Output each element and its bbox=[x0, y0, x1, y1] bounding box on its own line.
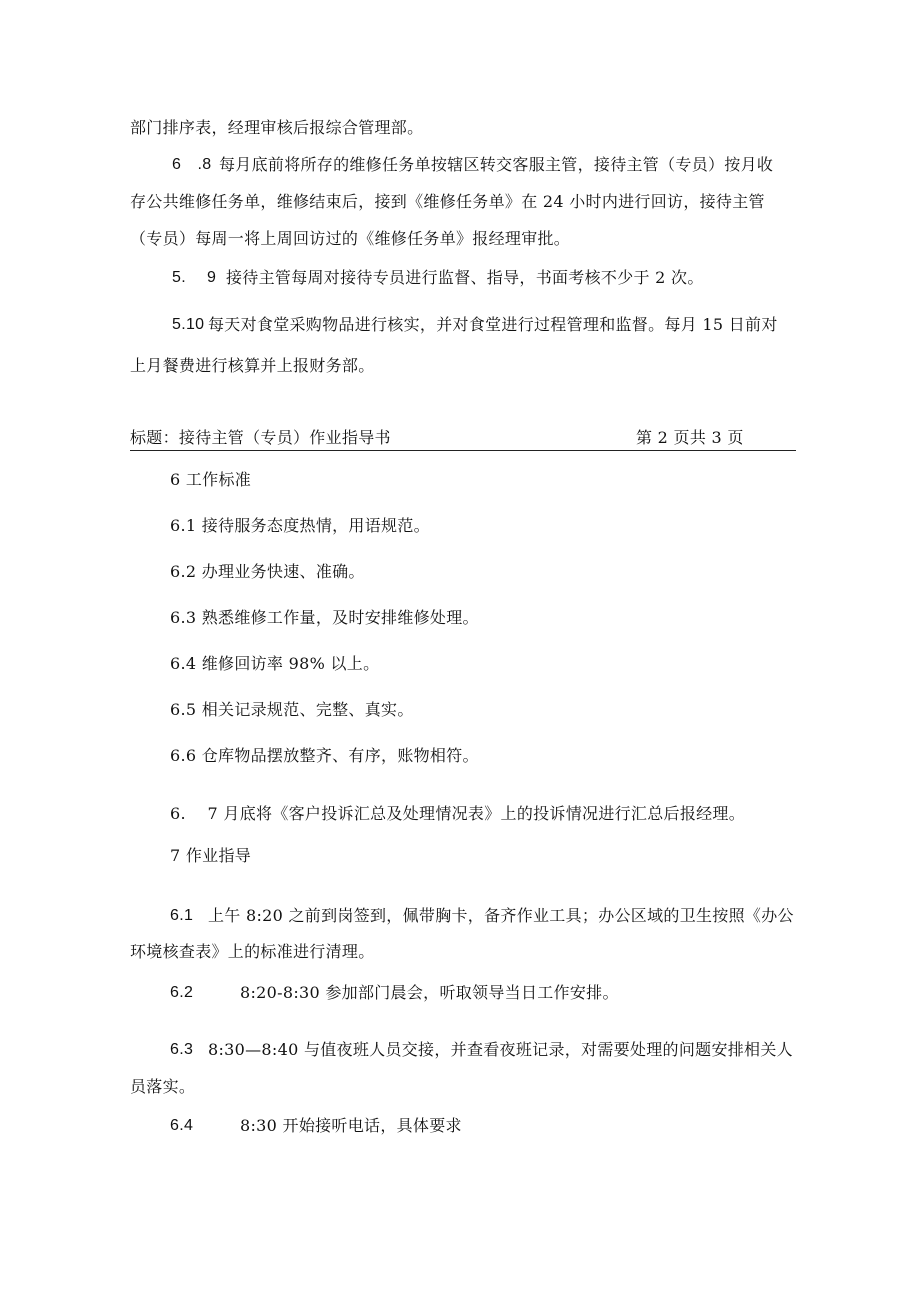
paragraph-line: 存公共维修任务单，维修结束后，接到《维修任务单》在 24 小时内进行回访，接待主管 bbox=[130, 192, 765, 211]
paragraph-line: 每月底前将所存的维修任务单按辖区转交客服主管，接待主管（专员）按月收 bbox=[219, 155, 774, 174]
paragraph-line: 员落实。 bbox=[130, 1077, 196, 1096]
list-item: 6.6 仓库物品摆放整齐、有序，账物相符。 bbox=[170, 746, 479, 765]
clause-number: 5.10 bbox=[172, 316, 205, 333]
clause-number: 6.3 bbox=[170, 1041, 194, 1058]
clause-number: 6.1 bbox=[170, 907, 194, 924]
clause-number: 6.4 bbox=[170, 1117, 194, 1134]
paragraph-line: 接待主管每周对接待专员进行监督、指导，书面考核不少于 2 次。 bbox=[226, 268, 704, 287]
header-rule bbox=[130, 450, 796, 451]
paragraph-line: 部门排序表，经理审核后报综合管理部。 bbox=[130, 118, 424, 137]
paragraph-line: 上月餐费进行核算并上报财务部。 bbox=[130, 356, 375, 375]
section-heading: 6 工作标准 bbox=[170, 470, 252, 489]
list-item: 6.1 接待服务态度热情，用语规范。 bbox=[170, 516, 430, 535]
clause-number: 5. 9 bbox=[172, 269, 217, 286]
list-item: 6. 7 月底将《客户投诉汇总及处理情况表》上的投诉情况进行汇总后报经理。 bbox=[170, 804, 746, 823]
paragraph-line: 8:30—8:40 与值夜班人员交接，并查看夜班记录，对需要处理的问题安排相关人 bbox=[208, 1040, 793, 1059]
list-item: 6.4 维修回访率 98% 以上。 bbox=[170, 654, 380, 673]
header-title: 标题：接待主管（专员）作业指导书 bbox=[130, 428, 391, 447]
paragraph-line: 8:20-8:30 参加部门晨会，听取领导当日工作安排。 bbox=[240, 983, 619, 1002]
section-heading: 7 作业指导 bbox=[170, 846, 252, 865]
paragraph-line: 8:30 开始接听电话，具体要求 bbox=[240, 1116, 462, 1135]
list-item: 6.3 熟悉维修工作量，及时安排维修处理。 bbox=[170, 608, 479, 627]
paragraph-line: 上午 8:20 之前到岗签到，佩带胸卡，备齐作业工具；办公区域的卫生按照《办公 bbox=[208, 906, 794, 925]
clause-number: 6 .8 bbox=[172, 156, 212, 173]
paragraph-line: 每天对食堂采购物品进行核实，并对食堂进行过程管理和监督。每月 15 日前对 bbox=[208, 315, 778, 334]
paragraph-line: （专员）每周一将上周回访过的《维修任务单》报经理审批。 bbox=[130, 229, 571, 248]
clause-number: 6.2 bbox=[170, 984, 194, 1001]
paragraph-line: 环境核查表》上的标准进行清理。 bbox=[130, 942, 375, 961]
header-page-info: 第 2 页共 3 页 bbox=[636, 428, 744, 447]
list-item: 6.5 相关记录规范、完整、真实。 bbox=[170, 700, 414, 719]
list-item: 6.2 办理业务快速、准确。 bbox=[170, 562, 365, 581]
